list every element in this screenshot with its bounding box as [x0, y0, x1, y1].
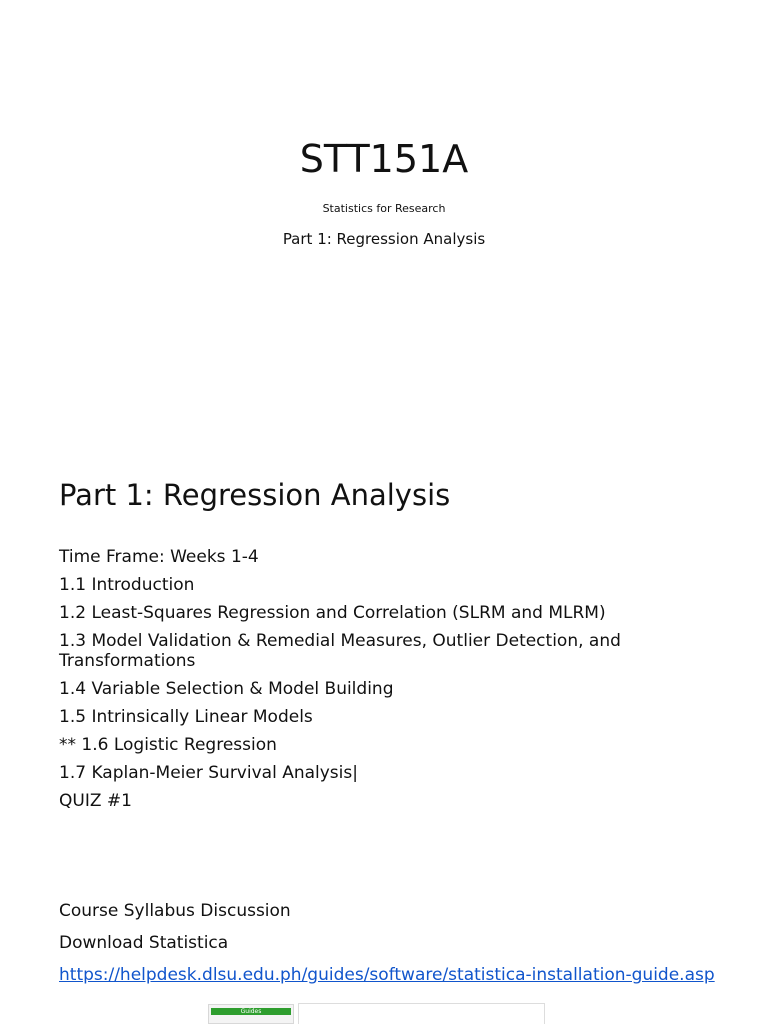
- list-item: 1.7 Kaplan-Meier Survival Analysis|: [59, 763, 358, 783]
- list-item: 1.1 Introduction: [59, 575, 195, 595]
- slide-course-name: Statistics for Research: [322, 202, 446, 215]
- section-heading: Part 1: Regression Analysis: [59, 478, 451, 512]
- list-item: 1.2 Least-Squares Regression and Correlation (SLRM and MLRM): [59, 603, 606, 623]
- thumbnail-frame: [298, 1003, 545, 1024]
- topic-list: [59, 547, 719, 819]
- list-item: Time Frame: Weeks 1-4: [59, 547, 259, 567]
- download-text: Download Statistica: [59, 933, 229, 953]
- list-item: 1.4 Variable Selection & Model Building: [59, 679, 394, 699]
- slide-part-subtitle: Part 1: Regression Analysis: [282, 230, 486, 248]
- resources-block: [59, 901, 739, 985]
- list-item: QUIZ #1: [59, 791, 132, 811]
- guides-label: Guides: [211, 1008, 291, 1015]
- syllabus-text: Course Syllabus Discussion: [59, 901, 291, 921]
- guides-thumbnail: [208, 1004, 294, 1024]
- slide-title: STT151A: [299, 137, 469, 181]
- statistica-guide-link[interactable]: https://helpdesk.dlsu.edu.ph/guides/software/statistica-installation-guide.asp: [59, 965, 715, 985]
- list-item: 1.3 Model Validation & Remedial Measures, Outlier Detection, and Transformations: [59, 631, 621, 671]
- list-item: 1.5 Intrinsically Linear Models: [59, 707, 313, 727]
- list-item: ** 1.6 Logistic Regression: [59, 735, 277, 755]
